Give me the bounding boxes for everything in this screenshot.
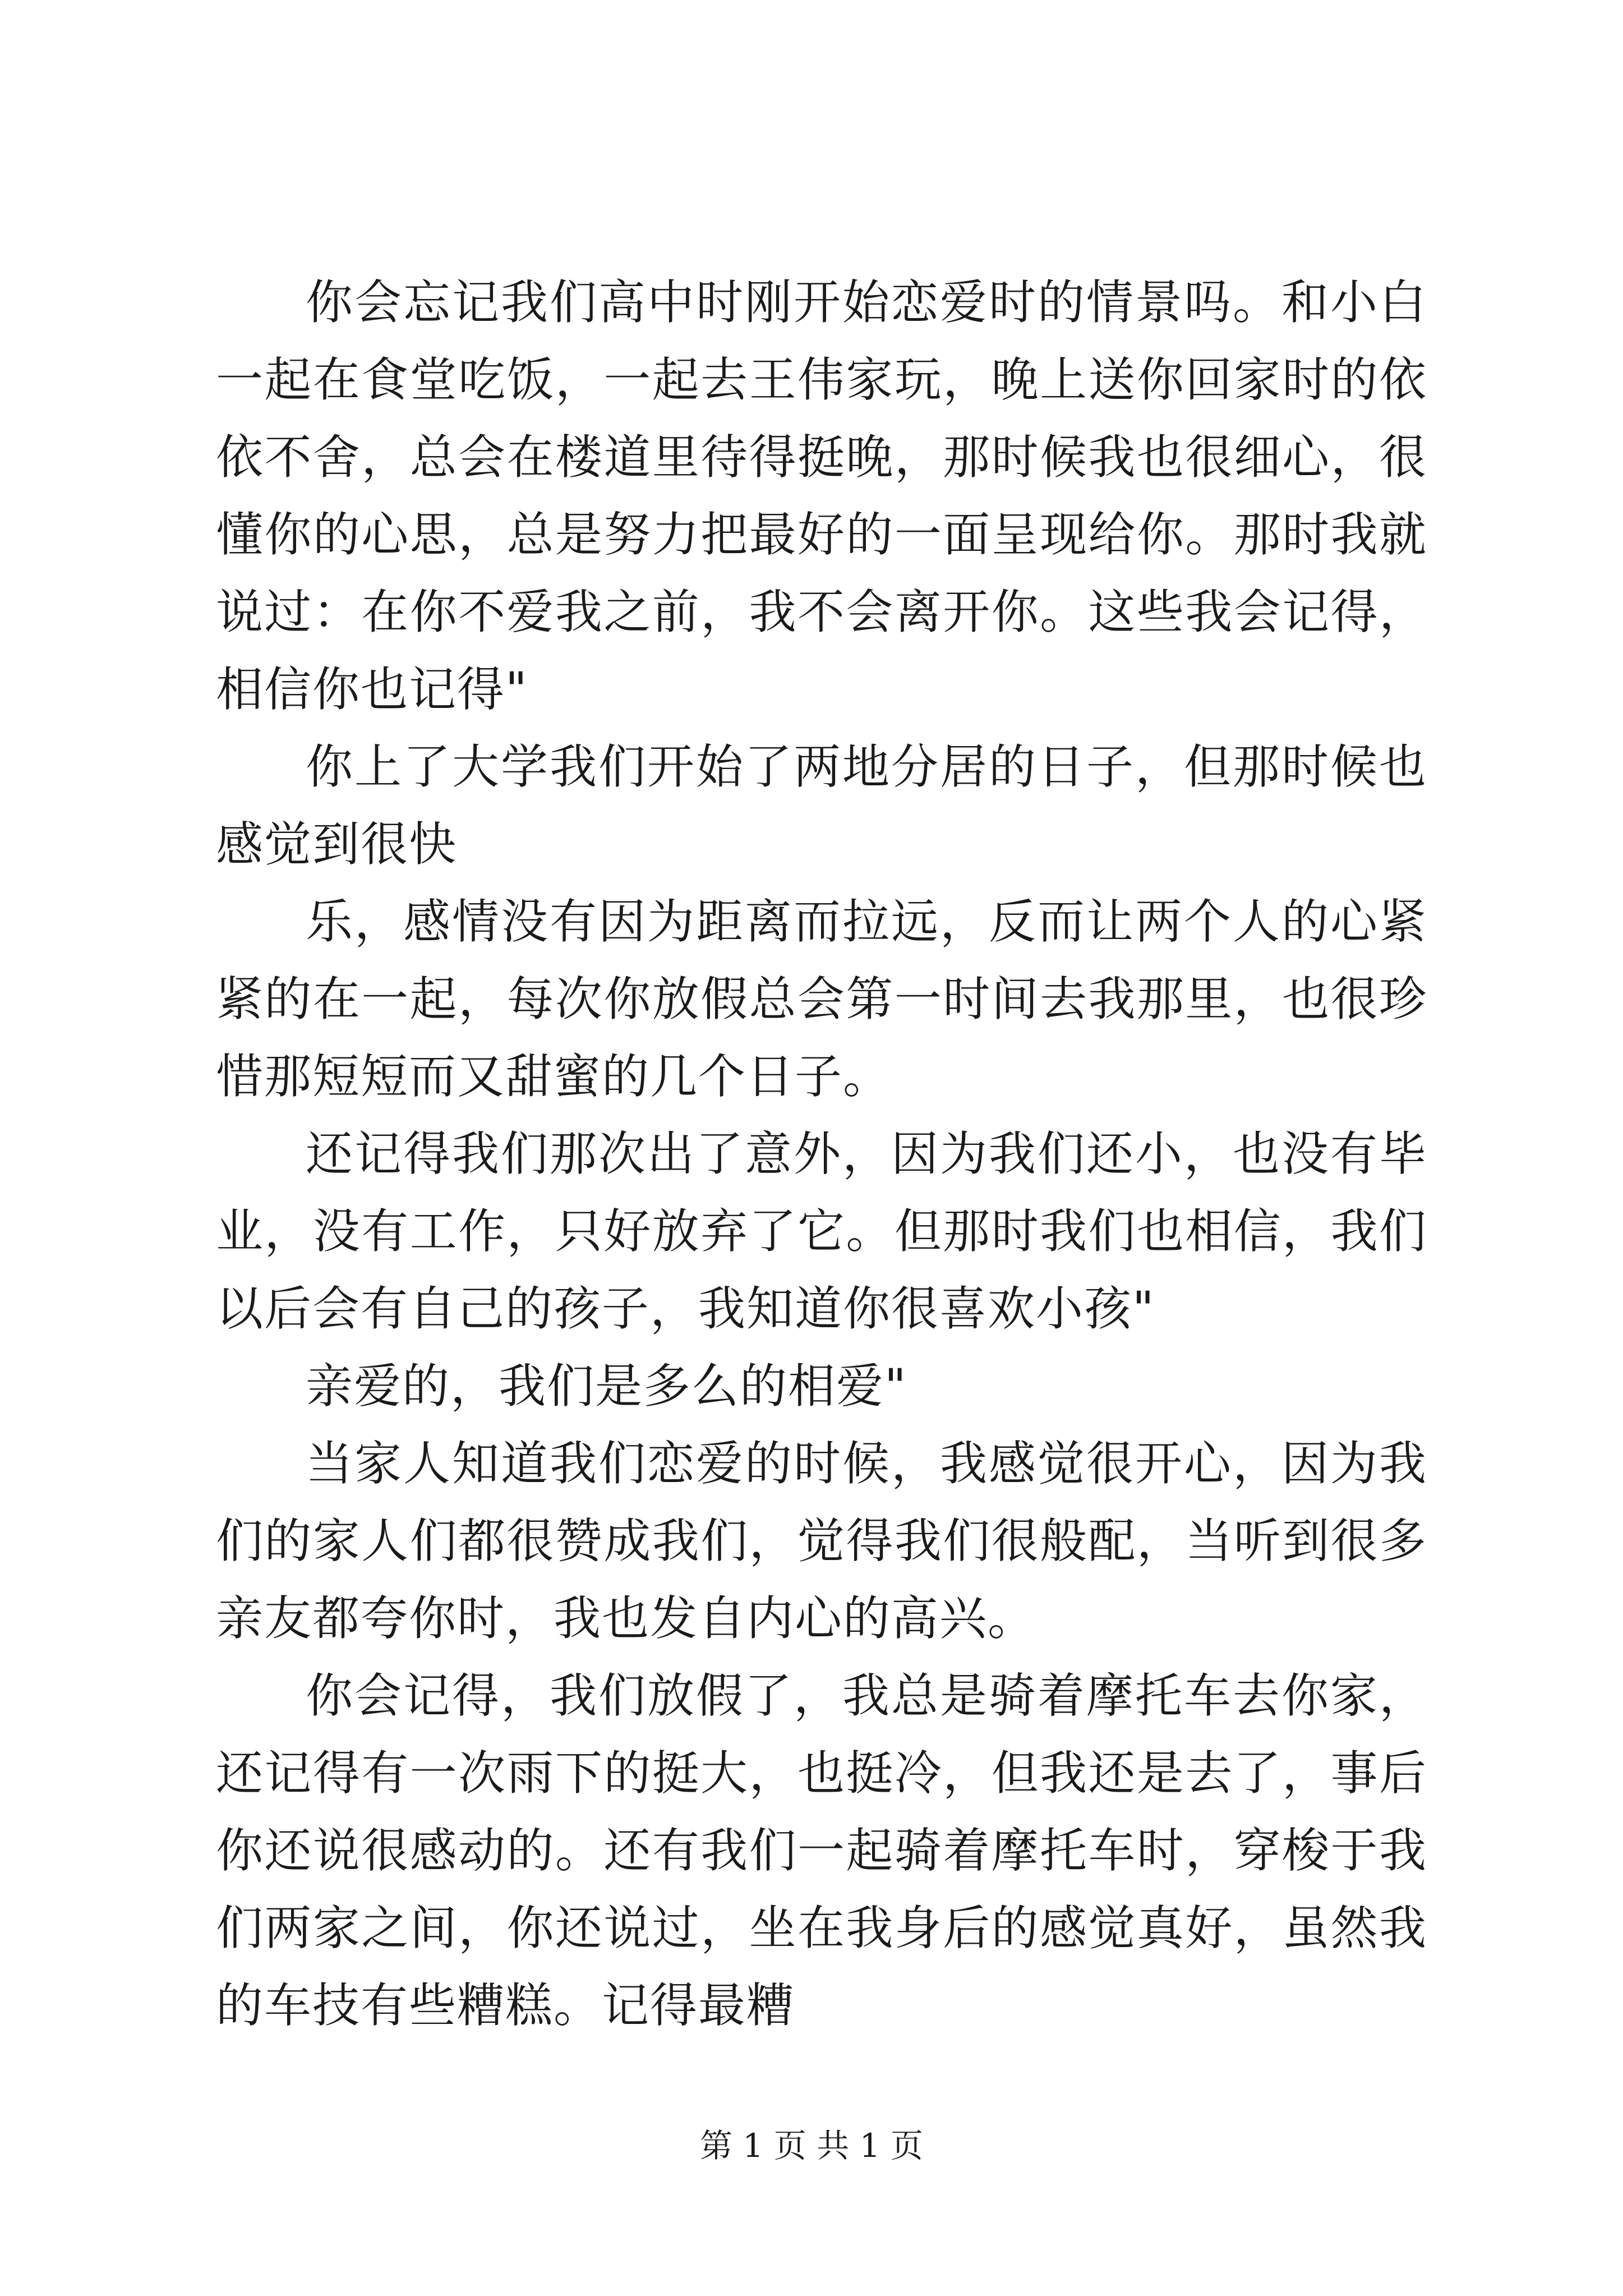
paragraph-3: 乐，感情没有因为距离而拉远，反而让两个人的心紧紧的在一起，每次你放假总会第一时间去我那里，也很珍惜那短短而又甜蜜的几个日子。: [216, 894, 1427, 1104]
paragraph-4: 还记得我们那次出了意外，因为我们还小，也没有毕业，没有工作，只好放弃了它。但那时我们也相信，我们以后会有自己的孩子，我知道你很喜欢小孩": [216, 1126, 1427, 1336]
paragraph-1: 你会忘记我们高中时刚开始恋爱时的情景吗。和小白一起在食堂吃饭，一起去王伟家玩，晚上送你回家时的依依不舍，总会在楼道里待得挺晚，那时候我也很细心，很懂你的心思，总是努力把最好的一面呈现给你。那时我就说过：在你不爱我之前，我不会离开你。这些我会记得，相信你也记得": [216, 275, 1427, 717]
paragraph-5: 亲爱的，我们是多么的相爱": [306, 1359, 907, 1414]
paragraph-7: 你会记得，我们放假了，我总是骑着摩托车去你家，还记得有一次雨下的挺大，也挺冷，但我还是去了，事后你还说很感动的。还有我们一起骑着摩托车时，穿梭于我们两家之间，你还说过，坐在我身后的感觉真好，虽然我的车技有些糟糕。记得最糟: [216, 1668, 1427, 2033]
paragraph-6: 当家人知道我们恋爱的时候，我感觉很开心，因为我们的家人们都很赞成我们，觉得我们很般配，当听到很多亲友都夸你时，我也发自内心的高兴。: [216, 1436, 1427, 1646]
body-text: [216, 264, 1427, 2044]
page-footer: 第 1 页 共 1 页: [700, 2127, 923, 2165]
paragraph-2: 你上了大学我们开始了两地分居的日子，但那时候也感觉到很快: [216, 739, 1427, 872]
